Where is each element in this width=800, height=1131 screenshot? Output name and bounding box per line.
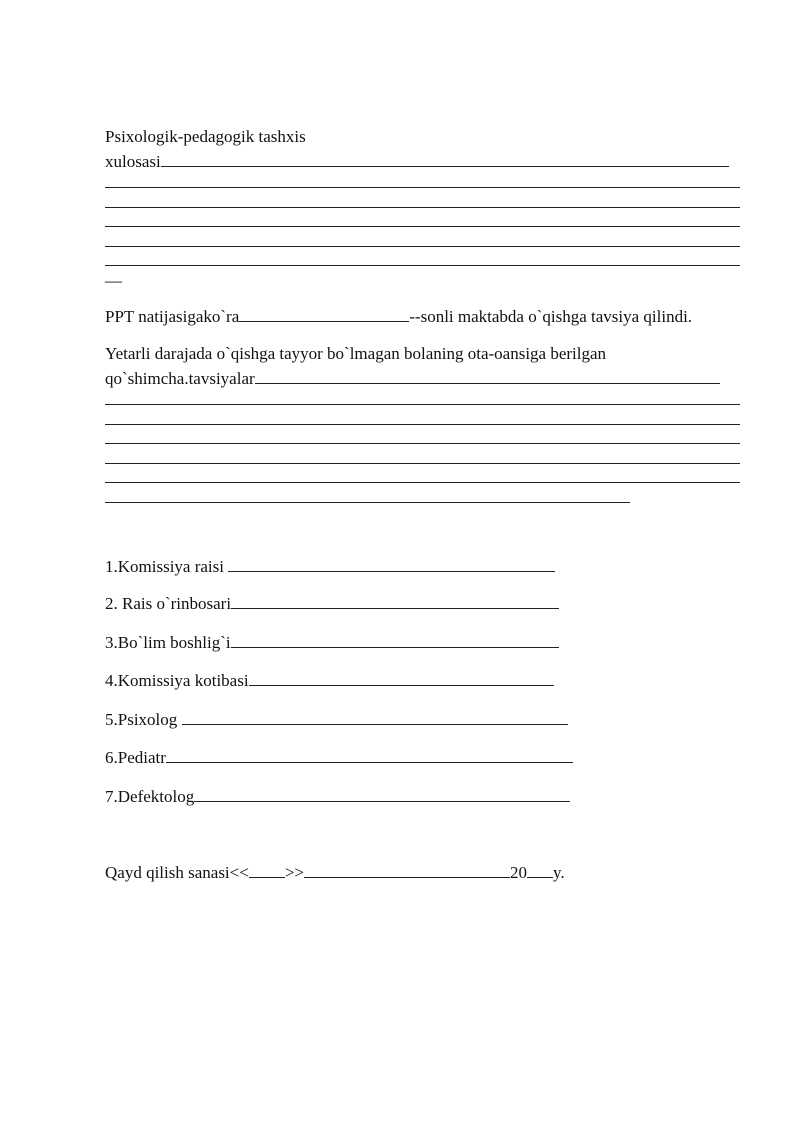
section2-rule[interactable]	[105, 502, 630, 503]
commission-label: 1.Komissiya raisi	[105, 557, 229, 576]
section2-rule[interactable]	[105, 443, 740, 444]
commission-item	[105, 786, 570, 807]
section1-blank[interactable]	[161, 151, 729, 167]
recommendation-line	[105, 306, 692, 327]
section2-rule[interactable]	[105, 424, 740, 425]
section1-label-line	[105, 151, 729, 172]
section2-rule[interactable]	[105, 463, 740, 464]
commission-item	[105, 709, 568, 730]
registration-prefix: Qayd qilish sanasi<<	[105, 863, 249, 882]
section1-rule[interactable]	[105, 246, 740, 247]
registration-year-prefix: 20	[510, 863, 528, 882]
commission-label: 5.Psixolog	[105, 710, 182, 729]
commission-label: 6.Pediatr	[105, 748, 166, 767]
signature-blank[interactable]	[231, 593, 559, 609]
month-blank[interactable]	[304, 862, 510, 878]
section2-rule[interactable]	[105, 404, 740, 405]
commission-label: 2. Rais o`rinbosari	[105, 594, 232, 613]
commission-item	[105, 632, 559, 653]
commission-label: 7.Defektolog	[105, 787, 195, 806]
registration-suffix: y.	[553, 863, 565, 882]
registration-mid: >>	[284, 863, 305, 882]
signature-blank[interactable]	[182, 709, 568, 725]
section2-label: qo`shimcha.tavsiyalar	[105, 369, 255, 388]
section1-rule[interactable]	[105, 207, 740, 208]
commission-item	[105, 747, 573, 768]
commission-item	[105, 593, 559, 614]
commission-item	[105, 556, 555, 577]
section1-rule[interactable]	[105, 226, 740, 227]
signature-blank[interactable]	[194, 786, 570, 802]
section2-rule[interactable]	[105, 482, 740, 483]
recommendation-prefix: PPT natijasigako`ra	[105, 307, 240, 326]
registration-line	[105, 862, 565, 883]
year-blank[interactable]	[527, 862, 553, 878]
school-number-blank[interactable]	[239, 306, 409, 322]
commission-label: 4.Komissiya kotibasi	[105, 671, 249, 690]
recommendation-suffix: --sonli maktabda o`qishga tavsiya qilindi.	[409, 307, 693, 326]
signature-blank[interactable]	[249, 670, 554, 686]
section1-rule[interactable]	[105, 187, 740, 188]
signature-blank[interactable]	[231, 632, 559, 648]
signature-blank[interactable]	[228, 556, 555, 572]
signature-blank[interactable]	[166, 747, 573, 763]
section1-title: Psixologik-pedagogik tashxis	[105, 127, 306, 146]
section1-label: xulosasi	[105, 152, 161, 171]
section2-title: Yetarli darajada o`qishga tayyor bo`lmagan bolaning ota-oansiga berilgan	[105, 344, 607, 363]
section2-label-line	[105, 368, 720, 389]
section1-rule[interactable]	[105, 265, 740, 266]
day-blank[interactable]	[249, 862, 285, 878]
commission-item	[105, 670, 554, 691]
section1-tail: —	[105, 271, 122, 290]
section2-blank[interactable]	[255, 368, 720, 384]
commission-label: 3.Bo`lim boshlig`i	[105, 633, 231, 652]
